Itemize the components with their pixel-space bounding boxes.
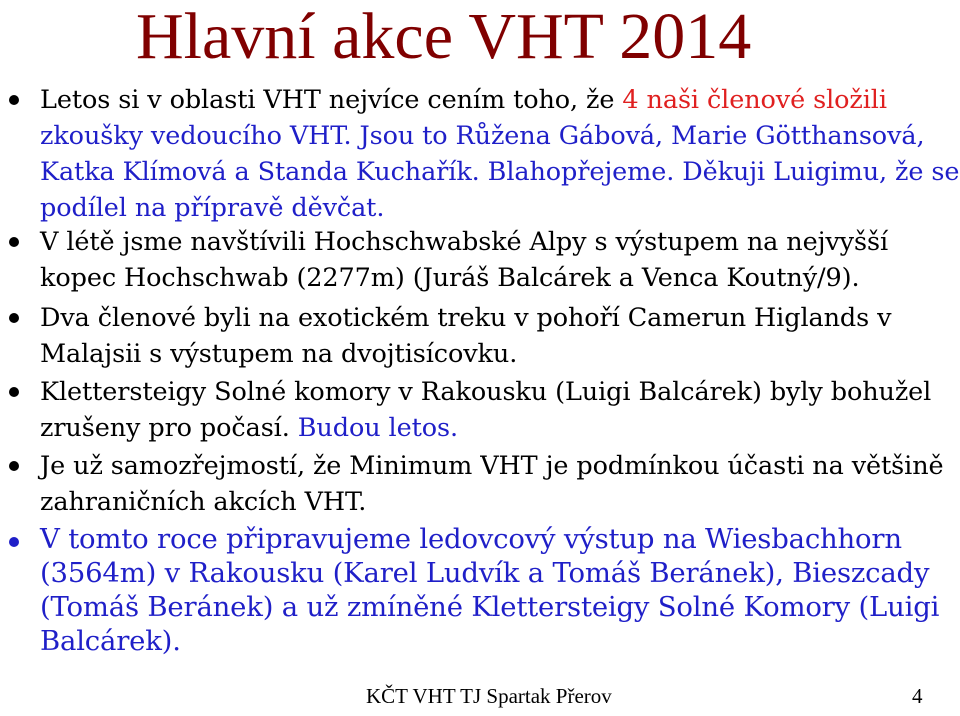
footer-text: KČT VHT TJ Spartak Přerov <box>366 684 612 708</box>
slide-title: Hlavní akce VHT 2014 <box>136 0 752 73</box>
bullet-text-part: Letos si v oblasti VHT nejvíce cením toho, že <box>40 85 623 115</box>
bullet-text <box>40 82 960 226</box>
bullet-dot-icon <box>9 387 19 397</box>
bullet-dot-icon <box>9 461 19 471</box>
bullet-text-part: Klettersteigy Solné komory v Rakousku (Luigi Balcárek) byly bohužel zrušeny pro počasí. <box>40 377 932 443</box>
bullet-dot-icon <box>9 537 19 547</box>
bullet-text: Je už samozřejmostí, že Minimum VHT je podmínkou účasti na většině zahraničních akcích VHT. <box>40 451 944 517</box>
page-number: 4 <box>912 684 923 708</box>
highlight-blue-text: Budou letos. <box>289 413 458 443</box>
highlight-blue-text: zkoušky vedoucího VHT. <box>40 121 352 151</box>
bullet-dot-icon <box>9 237 19 247</box>
highlight-blue-text: Jsou to Růžena Gábová, Marie Götthansová, Katka Klímová a Standa Kuchařík. Blahopřejeme. Děkuji Luigimu, že se podílel na přípravě děvčat. <box>40 121 960 223</box>
bullet-text <box>40 374 960 446</box>
bullet-text: Dva členové byli na exotickém treku v pohoří Camerun Higlands v Malajsii s výstupem na dvojtisícovku. <box>40 303 892 369</box>
bullet-dot-icon <box>9 313 19 323</box>
highlight-red-text: 4 naši členové složili <box>622 85 887 115</box>
bullet-text: V létě jsme navštívili Hochschwabské Alpy s výstupem na nejvyšší kopec Hochschwab (2277m) (Juráš Balcárek a Venca Koutný/9). <box>40 227 889 293</box>
bullet-text: V tomto roce připravujeme ledovcový výstup na Wiesbachhorn (3564m) v Rakousku (Karel Ludvík a Tomáš Beránek), Bieszcady (Tomáš Beránek) a už zmíněné Klettersteigy Solné Komory (Luigi Balcárek). <box>40 523 940 657</box>
bullet-dot-icon <box>9 95 19 105</box>
